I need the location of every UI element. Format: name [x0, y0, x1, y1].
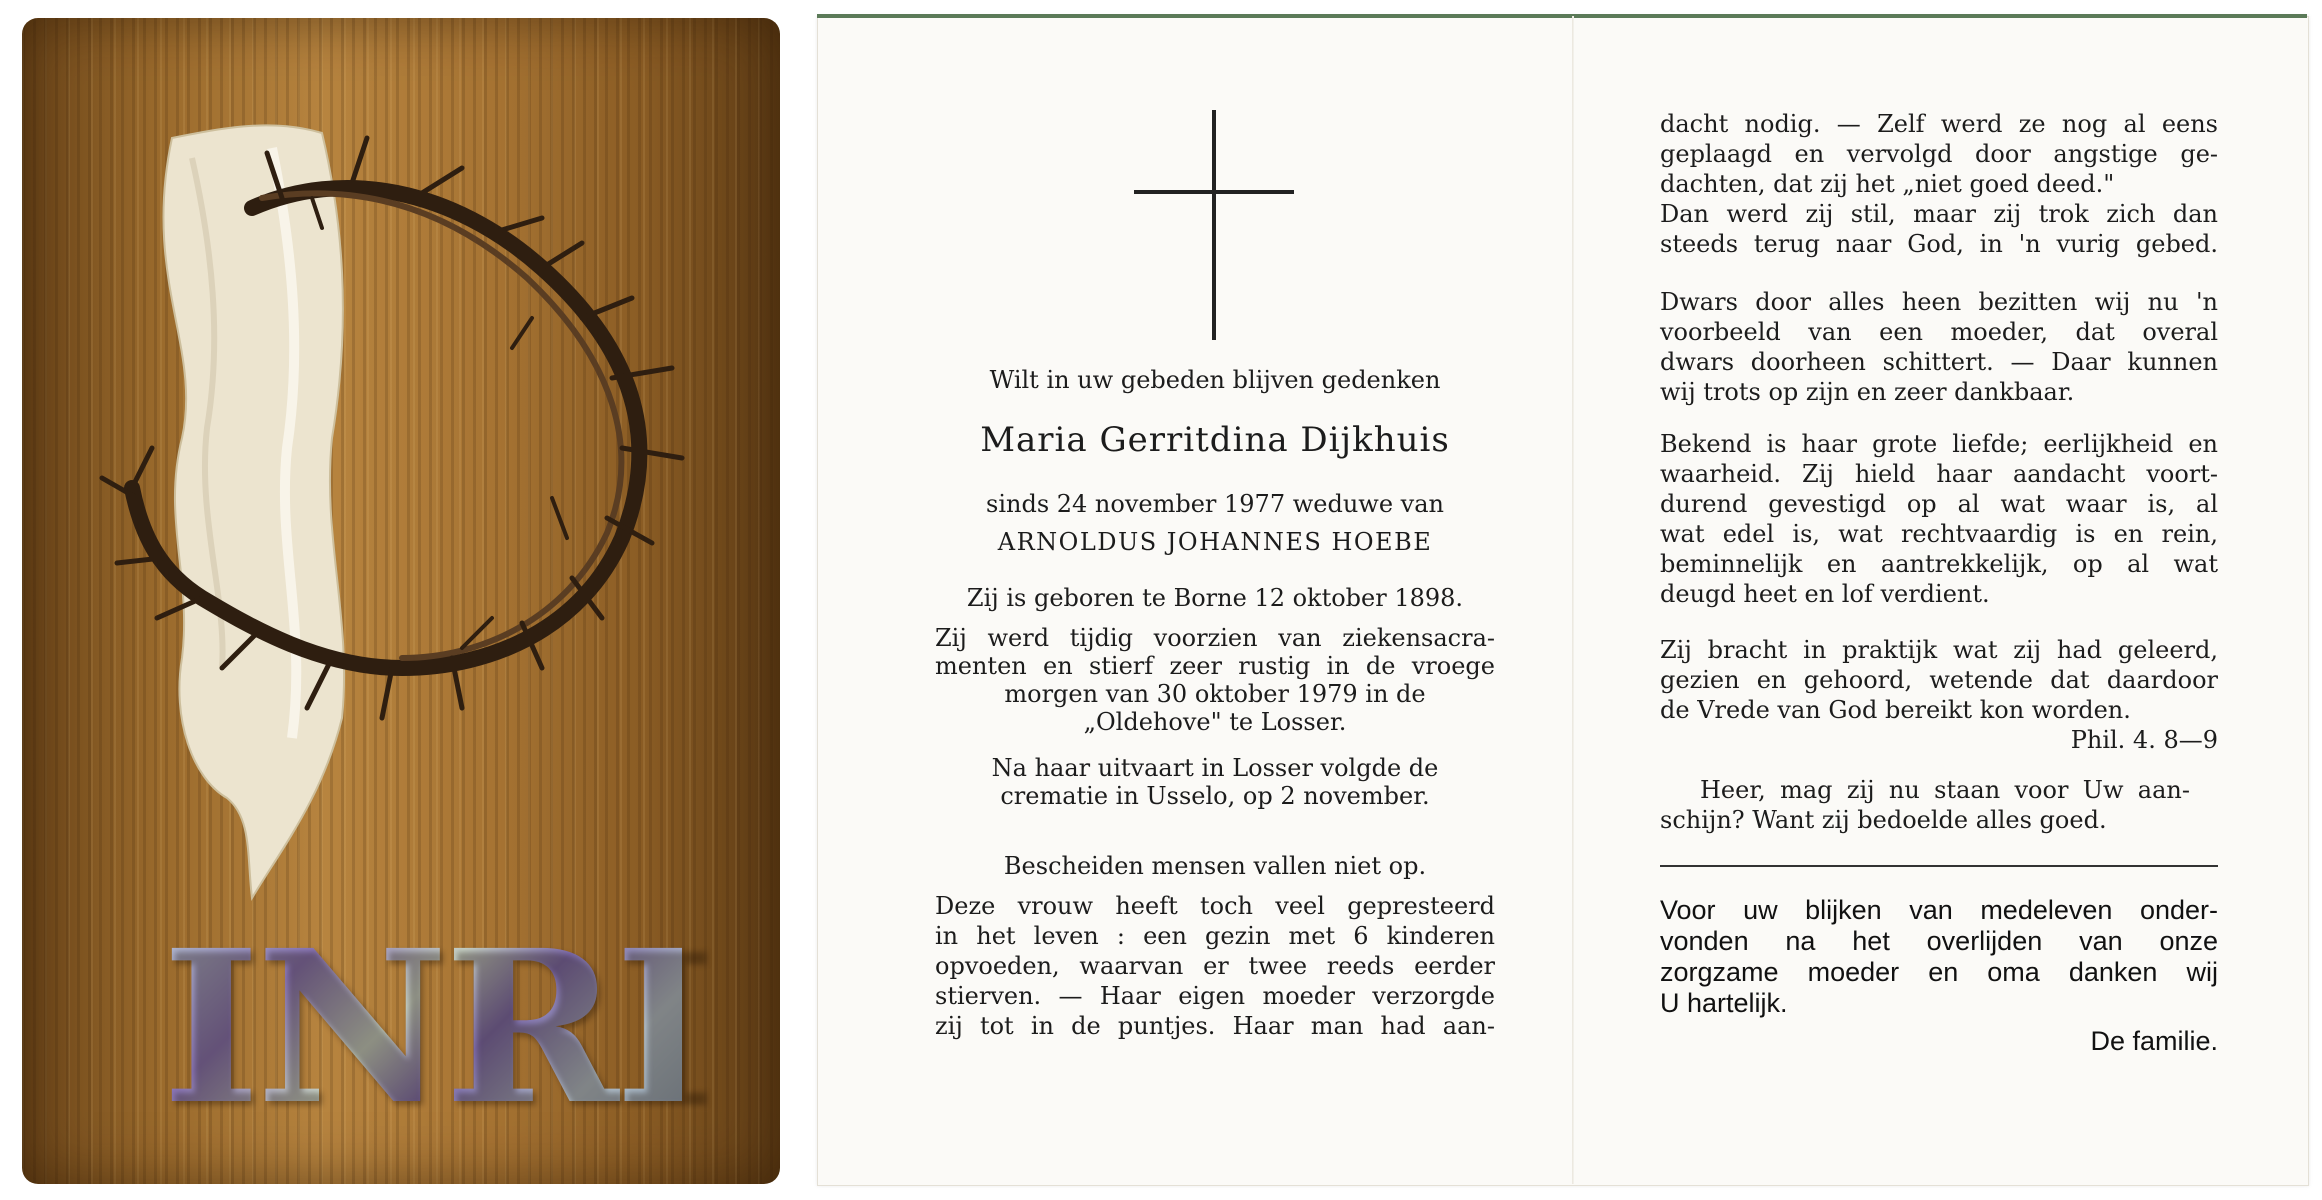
paragraph-line: Dan werd zij stil, maar zij trok zich dan	[1660, 200, 2218, 228]
paragraph-line: deugd heet en lof verdient.	[1660, 580, 1990, 608]
widow-line: sinds 24 november 1977 weduwe van	[986, 490, 1444, 518]
card-fold-line	[1572, 16, 1574, 1184]
paragraph-line: Zij bracht in praktijk wat zij had geleerd,	[1660, 636, 2218, 664]
paragraph-line: dwars doorheen schittert. — Daar kunnen	[1660, 348, 2218, 376]
funeral-line: crematie in Usselo, op 2 november.	[1000, 782, 1430, 810]
paragraph-line: wij trots op zijn en zeer dankbaar.	[1660, 378, 2075, 406]
paragraph-line: gezien en gehoord, wetende dat daardoor	[1660, 666, 2218, 694]
paragraph-line: geplaagd en vervolgd door angstige ge-	[1660, 140, 2218, 168]
paragraph-line: beminnelijk en aantrekkelijk, op al wat	[1660, 550, 2218, 578]
thanks-line: zorgzame moeder en oma danken wij	[1660, 957, 2218, 987]
paragraph-line: Dwars door alles heen bezitten wij nu 'n	[1660, 288, 2218, 316]
paragraph-line: dachten, dat zij het „niet goed deed."	[1660, 170, 2115, 198]
deceased-name: Maria Gerritdina Dijkhuis	[980, 420, 1450, 460]
death-line: morgen van 30 oktober 1979 in de	[1004, 680, 1426, 708]
life-line: opvoeden, waarvan er twee reeds eerder	[935, 952, 1495, 980]
life-line: stierven. — Haar eigen moeder verzorgde	[935, 982, 1495, 1010]
life-line: zij tot in de puntjes. Haar man had aan-	[935, 1012, 1495, 1040]
shroud-cloth	[163, 125, 344, 898]
paragraph-line: waarheid. Zij hield haar aandacht voort-	[1660, 460, 2218, 488]
paragraph-line: durend gevestigd op al wat waar is, al	[1660, 490, 2218, 518]
modest-line: Bescheiden mensen vallen niet op.	[1003, 852, 1427, 880]
paragraph-line: de Vrede van God bereikt kon worden.	[1660, 696, 2131, 724]
card-top-edge	[817, 14, 2307, 18]
birth-line: Zij is geboren te Borne 12 oktober 1898.	[966, 584, 1464, 612]
signature: De familie.	[2090, 1026, 2218, 1056]
funeral-line: Na haar uitvaart in Losser volgde de	[991, 754, 1439, 782]
cross-icon-bar	[1134, 190, 1294, 194]
intro-text: Wilt in uw gebeden blijven gedenken	[989, 366, 1441, 394]
husband-name: ARNOLDUS JOHANNES HOEBE	[997, 528, 1433, 556]
thanks-line: U hartelijk.	[1660, 988, 1788, 1018]
paragraph-line: voorbeeld van een moeder, dat overal	[1660, 318, 2218, 346]
life-line: in het leven : een gezin met 6 kinderen	[935, 922, 1495, 950]
front-card-painting	[22, 18, 780, 1184]
death-line: menten en stierf zeer rustig in de vroege	[935, 652, 1495, 680]
scripture-reference: Phil. 4. 8—9	[2070, 726, 2218, 754]
prayer-line: schijn? Want zij bedoelde alles goed.	[1660, 806, 2107, 834]
paragraph-line: dacht nodig. — Zelf werd ze nog al eens	[1660, 110, 2218, 138]
inri-inscription: INRI	[162, 904, 709, 1151]
paragraph-line: wat edel is, wat rechtvaardig is en rein,	[1660, 520, 2218, 548]
thanks-line: Voor uw blijken van medeleven onder-	[1660, 895, 2218, 925]
paragraph-line: steeds terug naar God, in 'n vurig gebed.	[1660, 230, 2218, 258]
paragraph-line: Bekend is haar grote liefde; eerlijkheid en	[1660, 430, 2218, 458]
life-line: Deze vrouw heeft toch veel gepresteerd	[935, 892, 1495, 920]
death-line: Zij werd tijdig voorzien van ziekensacra-	[935, 624, 1495, 652]
divider-line	[1660, 865, 2218, 867]
thanks-line: vonden na het overlijden van onze	[1660, 926, 2218, 956]
prayer-line: Heer, mag zij nu staan voor Uw aan-	[1700, 776, 2190, 804]
cross-icon	[1212, 110, 1216, 340]
death-line: „Oldehove" te Losser.	[1083, 708, 1347, 736]
